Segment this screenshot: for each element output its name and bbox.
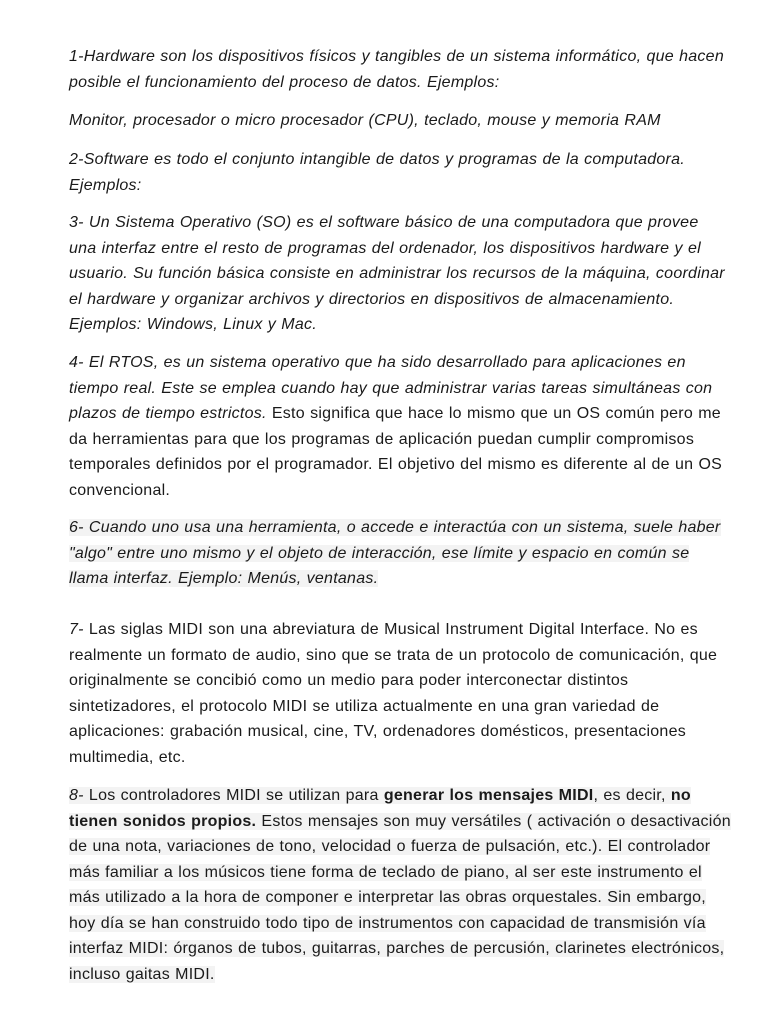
- paragraph-8-text-c: Estos mensajes son muy versátiles ( activación o desactivación de una nota, variaciones de tono, velocidad o fuerza de pulsación, etc.). El controlador más familiar a los músicos tiene forma de teclado de piano, al ser este instrumento el más utilizado a la hora de componer e interpretar las obras orquestales. Sin embargo, hoy día se han construido todo tipo de instrumentos con capacidad de transmisión vía interfaz MIDI: órganos de tubos, guitarras, parches de percusión, clarinetes electrónicos, incluso gaitas MIDI.: [69, 812, 731, 983]
- paragraph-6-interfaz: [69, 515, 731, 592]
- paragraph-8-number: 8-: [69, 787, 84, 804]
- paragraph-4-rtos: [69, 350, 731, 503]
- paragraph-7-text: Las siglas MIDI son una abreviatura de Musical Instrument Digital Interface. No es realmente un formato de audio, sino que se trata de un protocolo de comunicación, que originalmente se concibió como un medio para poder interconectar distintos sintetizadores, el protocolo MIDI se utiliza actualmente en una gran variedad de aplicaciones: grabación musical, cine, TV, ordenadores domésticos, presentaciones multimedia, etc.: [69, 621, 718, 766]
- paragraph-8-bold-2: no tienen sonidos propios.: [69, 787, 691, 830]
- paragraph-4-regular: Esto significa que hace lo mismo que un OS común pero me da herramientas para que los programas de aplicación puedan cumplir compromisos temporales definidos por el programador. El objetivo del mismo es diferente al de un OS convencional.: [69, 405, 723, 499]
- paragraph-3-sistema-operativo: 3- Un Sistema Operativo (SO) es el software básico de una computadora que provee una interfaz entre el resto de programas del ordenador, los dispositivos hardware y el usuario. Su función básica consiste en administrar los recursos de la máquina, coordinar el hardware y organizar archivos y directorios en dispositivos de almacenamiento. Ejemplos: Windows, Linux y Mac.: [69, 214, 725, 333]
- paragraph-2-software: 2-Software es todo el conjunto intangible de datos y programas de la computadora. Ejemplos:: [69, 151, 685, 194]
- paragraph-8-controladores: [69, 783, 731, 987]
- paragraph-1-examples: Monitor, procesador o micro procesador (CPU), teclado, mouse y memoria RAM: [69, 112, 661, 129]
- paragraph-8-text-a: Los controladores MIDI se utilizan para: [83, 787, 384, 804]
- paragraph-8-text-b: , es decir,: [593, 787, 671, 804]
- paragraph-6-text: 6- Cuando uno usa una herramienta, o accede e interactúa con un sistema, suele haber "algo" entre uno mismo y el objeto de interacción, ese límite y espacio en común se llama interfaz. Ejemplo: Menús, ventanas.: [69, 519, 721, 587]
- paragraph-7-midi: [69, 617, 731, 770]
- paragraph-8-bold-1: generar los mensajes MIDI: [383, 787, 594, 804]
- paragraph-7-number: 7-: [69, 621, 84, 638]
- paragraph-1-hardware: 1-Hardware son los dispositivos físicos y tangibles de un sistema informático, que hacen posible el funcionamiento del proceso de datos. Ejemplos:: [69, 48, 724, 91]
- paragraph-4-italic: 4- El RTOS, es un sistema operativo que ha sido desarrollado para aplicaciones en tiempo real. Este se emplea cuando hay que administrar varias tareas simultáneas con plazos de tiempo estrictos.: [69, 354, 713, 422]
